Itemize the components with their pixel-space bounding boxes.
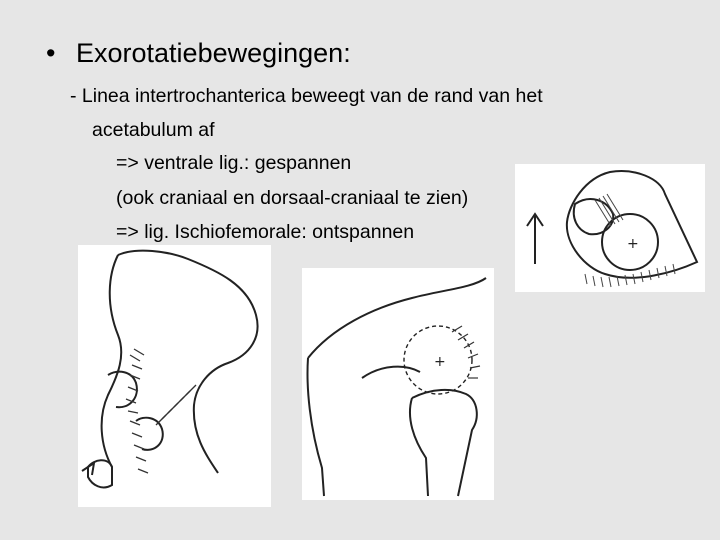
acetabulum-figure — [515, 164, 705, 292]
bullet-icon: • — [46, 38, 56, 68]
hip-joint-figure — [302, 268, 494, 500]
svg-text:+: + — [434, 354, 446, 370]
body-line-2: acetabulum af — [92, 119, 215, 141]
body-line-3: => ventrale lig.: gespannen — [116, 152, 352, 174]
body-line-4: (ook craniaal en dorsaal-craniaal te zien) — [116, 187, 469, 209]
hip-joint-sketch-icon — [302, 268, 494, 500]
body-line-5: => lig. Ischiofemorale: ontspannen — [116, 221, 415, 243]
pelvis-sketch-icon — [78, 245, 271, 507]
pelvis-figure — [78, 245, 271, 507]
title-text: Exorotatiebewegingen: — [76, 38, 351, 68]
svg-text:+: + — [627, 236, 639, 252]
body-line-1: - Linea intertrochanterica beweegt van de rand van het — [70, 85, 543, 107]
slide-title — [46, 36, 351, 70]
acetabulum-sketch-icon — [515, 164, 705, 292]
